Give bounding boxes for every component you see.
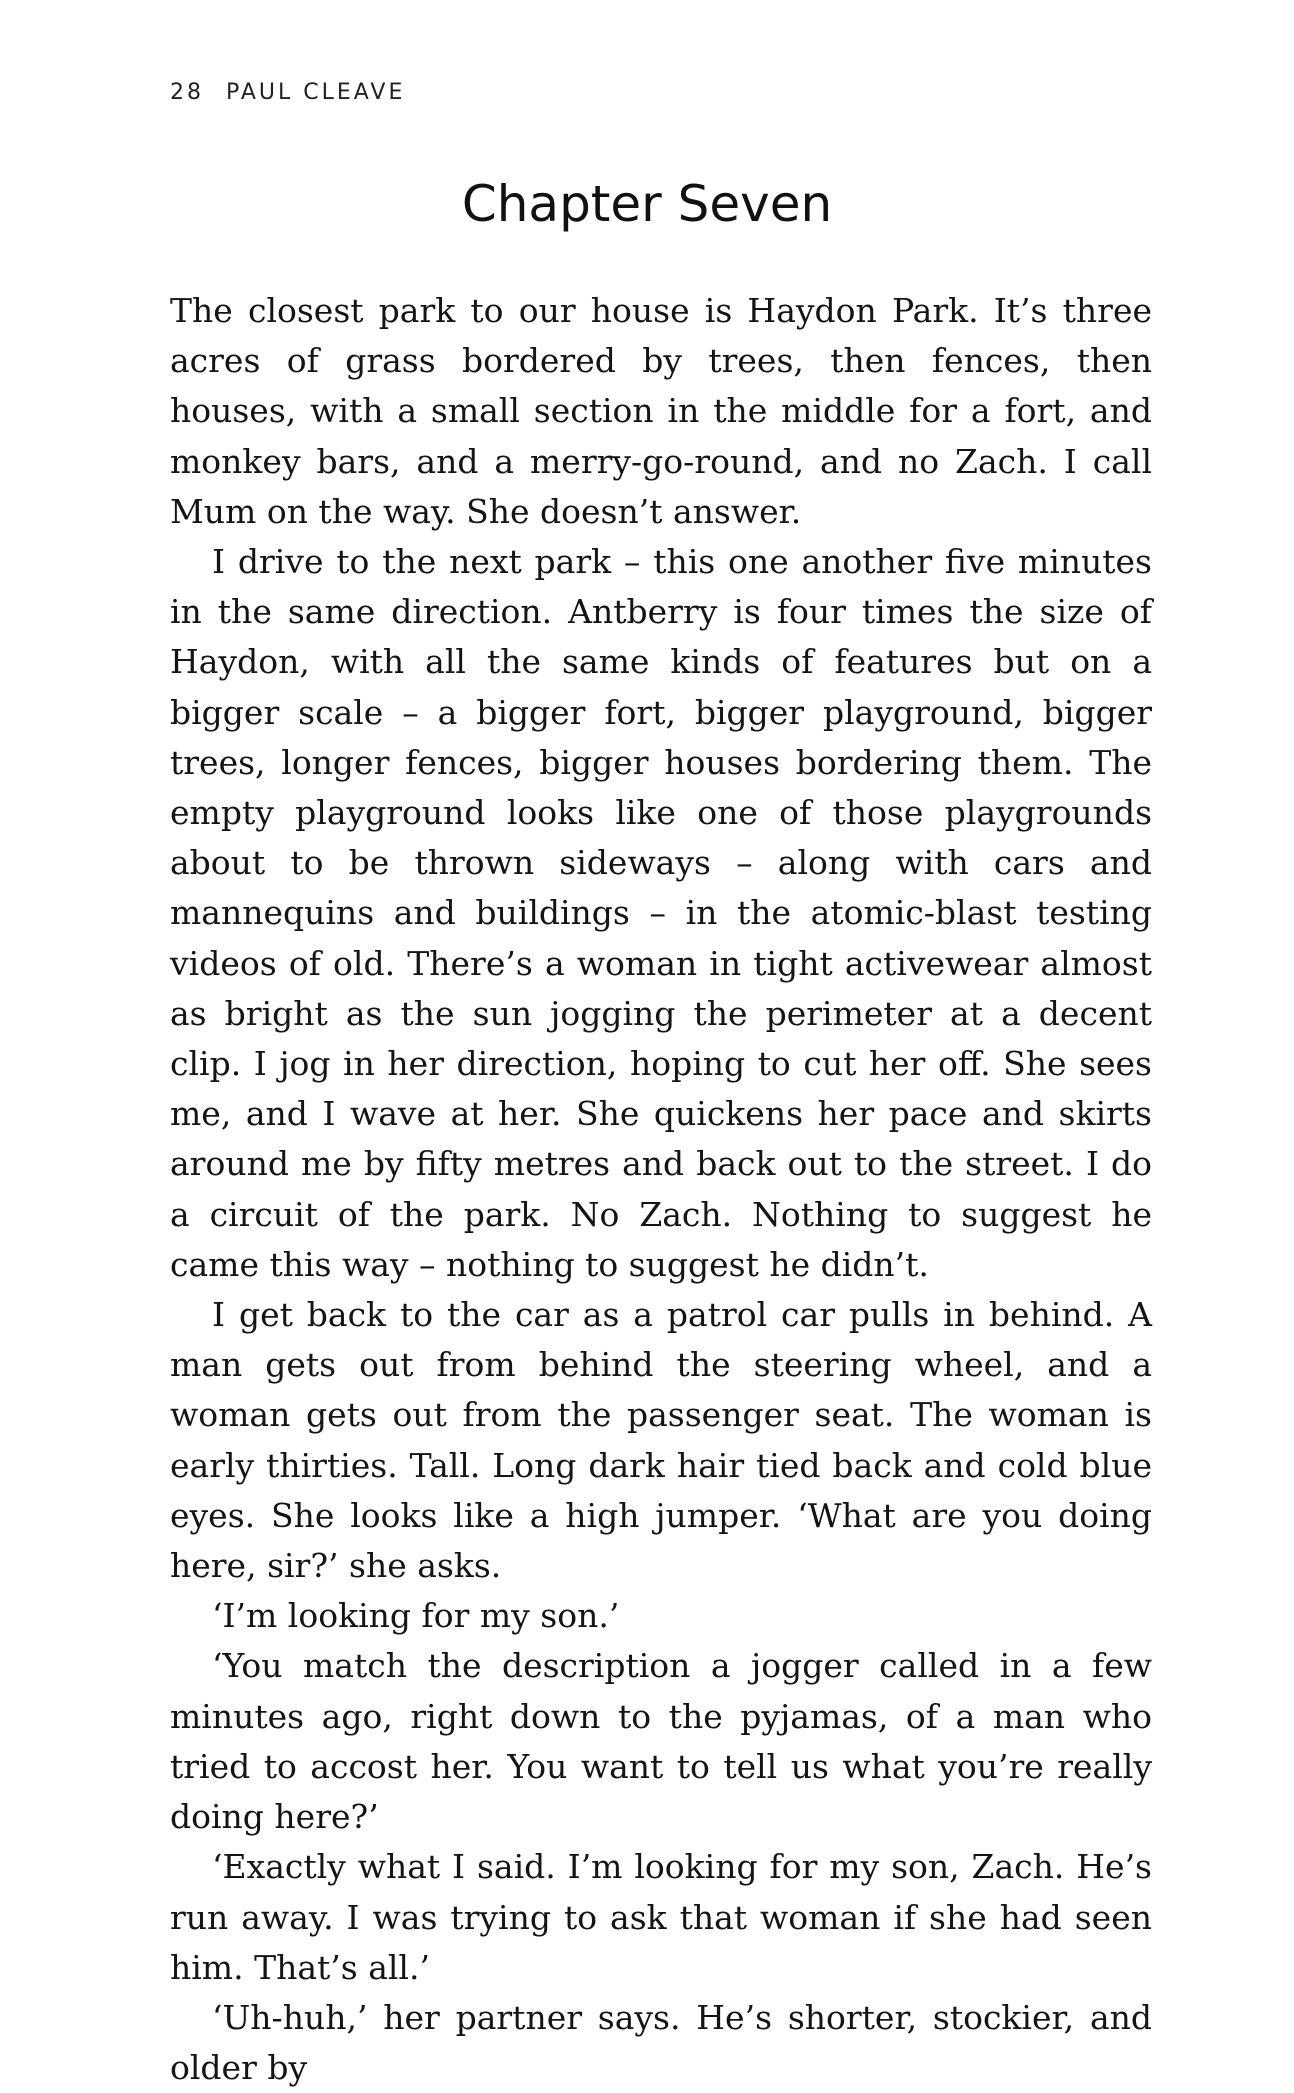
paragraph-4: ‘I’m looking for my son.’ [212, 1596, 620, 1636]
chapter-body [170, 286, 1152, 2093]
paragraph-6: ‘Exactly what I said. I’m looking for my son, Zach. He’s run away. I was trying to ask that woman if she had seen him. That’s all.’ [170, 1847, 1152, 1987]
page-number: 28 [170, 80, 204, 105]
chapter-title: Chapter Seven [461, 175, 833, 233]
paragraph-7: ‘Uh-huh,’ her partner says. He’s shorter, stockier, and older by [170, 1997, 1152, 2088]
paragraph-1: The closest park to our house is Haydon Park. It’s three acres of grass bordered by trees, then fences, then houses, with a small section in the middle for a fort, and monkey bars, and a merry-go-round, and no Zach. I call Mum on the way. She doesn’t answer. [170, 291, 1152, 531]
paragraph-3: I get back to the car as a patrol car pulls in behind. A man gets out from behind the steering wheel, and a woman gets out from the passenger seat. The woman is early thirties. Tall. Long dark hair tied back and cold blue eyes. She looks like a high jumper. ‘What are you doing here, sir?’ she asks. [170, 1295, 1152, 1586]
paragraph-2: I drive to the next park – this one another five minutes in the same direction. Antberry is four times the size of Haydon, with all the same kinds of features but on a bigger scale – a bigger fort, bigger playground, bigger trees, longer fences, bigger houses bordering them. The empty playground looks like one of those playgrounds about to be thrown sideways – along with cars and mannequins and buildings – in the atomic-blast testing videos of old. There’s a woman in tight activewear almost as bright as the sun jogging the perimeter at a decent clip. I jog in her direction, hoping to cut her off. She sees me, and I wave at her. She quickens her pace and skirts around me by fifty metres and back out to the street. I do a circuit of the park. No Zach. Nothing to suggest he came this way – nothing to suggest he didn’t. [170, 542, 1152, 1284]
paragraph-5: ‘You match the description a jogger called in a few minutes ago, right down to the pyjamas, of a man who tried to accost her. You want to tell us what you’re really doing here?’ [170, 1646, 1152, 1837]
author-name: PAUL CLEAVE [226, 80, 406, 105]
running-header [170, 80, 405, 105]
